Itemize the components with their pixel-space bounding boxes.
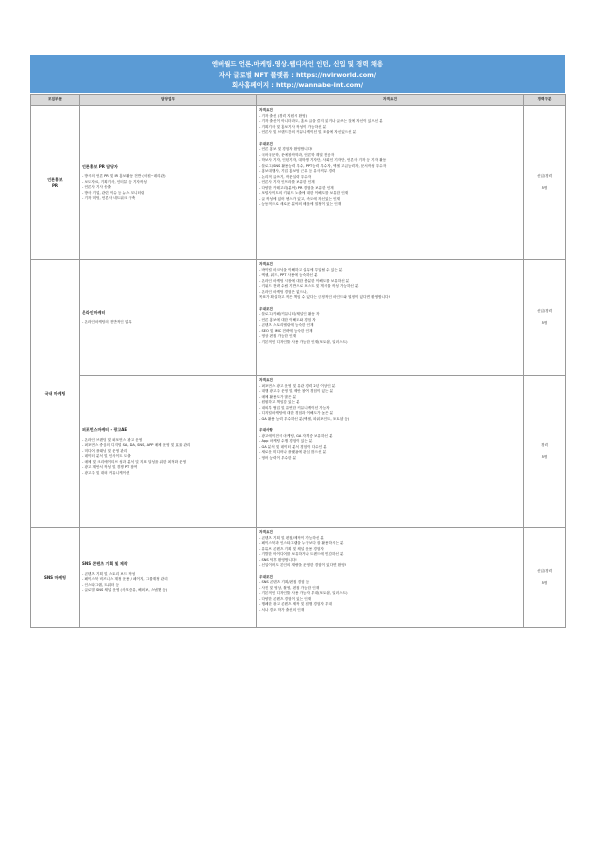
pref-heading: 우대사항 xyxy=(259,428,273,432)
list-item: - 블로그/카페/커뮤니티/채널인 활동 자 xyxy=(259,312,320,316)
list-item: - 페이스북 비즈니스 계정 운용 / 페이지, 그룹계정 관리 xyxy=(82,577,168,582)
req-list xyxy=(259,384,521,423)
category-pr: 언론홍보 PR xyxy=(31,106,80,260)
list-item: - 대행 광고주 운영 및 제안 참여 경험이 있는 분 xyxy=(259,389,334,393)
list-item: - 블로그/SNS 활용능력 우수, PPT능력 우수자, 엑셀 고급능력자, 문서작성 우수자 xyxy=(259,163,387,168)
header-banner xyxy=(30,55,565,93)
role-title: SNS 콘텐츠 기획 및 제작 xyxy=(82,561,128,567)
requirement-cell xyxy=(257,260,524,376)
list-item: - 광고 계안서 작성 및 경쟁 PT 참여 xyxy=(82,465,138,469)
req-heading: 자격요건 xyxy=(259,530,273,534)
col-header-duties: 담당업무 xyxy=(80,95,257,106)
list-item: - 인스타그램, 트위터 등 xyxy=(82,582,120,587)
list-item: - 언론 홍보 및 경험자 환영합니다! xyxy=(259,147,313,151)
pref-list xyxy=(259,580,521,613)
list-item: - 기자 미팅, 언론사 네트워크 구축 xyxy=(82,196,136,200)
col-header-category: 모집부문 xyxy=(31,95,80,106)
career-type: 신입/경력 xyxy=(536,174,553,178)
list-item: - 논리적 글쓰기, 작문실력 우수자 xyxy=(259,174,312,179)
list-item: - SNS 콘텐츠 기획/편집 경험 등 xyxy=(259,580,310,584)
list-item: - 디지털마케팅에 대한 경험과 이해도가 높은 분 xyxy=(259,411,334,415)
list-item: - 기본적인 디자인툴 사용 가능한 인재(포토샵, 일러스트) xyxy=(259,339,348,344)
headcount: 5명 xyxy=(541,185,548,190)
list-item: - 콘텐츠 기획 및 스토리 보드 작성 xyxy=(82,571,136,576)
list-item: - 퍼포먼스 광고 운영 및 유관 경력 2년 이상인 분 xyxy=(259,383,336,388)
list-item: - 키워드 전략 수립 기반으로 포스트 및 게시물 작성 가능하신 분 xyxy=(259,284,359,288)
list-item: - 포털사이트의 키워드 노출에 대한 이해도를 보유한 인재 xyxy=(259,191,349,195)
list-item: - 언론사 기사 송출 xyxy=(82,185,112,189)
header-title: 엔버월드 언론.마케팅.영상.웹디자인 인턴, 신입 및 경력 채용 xyxy=(211,60,384,68)
list-item: - 온라인 브랜딩 및 퍼포먼스 광고 운영 xyxy=(82,437,143,442)
list-item: - 국어국문학, 문예창작학과, 언론학 계열 전공자 xyxy=(259,152,335,157)
headcount: 5명 xyxy=(541,320,548,325)
career-type-cell xyxy=(524,376,566,528)
pref-heading: 우대조건 xyxy=(259,141,273,146)
list-item: - 기자 출신 (경력 지원시 환영) xyxy=(259,113,307,118)
list-item: - 다양한 콘텐츠 경험이 있는 인재 xyxy=(259,596,312,601)
career-type-cell xyxy=(524,106,566,260)
list-item: - 광고에이전시 마케팅, GA 자격증 보유하신 분 xyxy=(259,433,333,438)
list-item: - 언론사 및 브랜드간의 커뮤니케이션 및 조율에 자신있으신 분 xyxy=(259,130,357,134)
list-item: - 기획기사 및 홍보기사 작성이 가능하신 분 xyxy=(259,124,327,129)
duty-list xyxy=(82,438,254,477)
list-item: - 기본적인 디자인툴 사용 가능자 우대(포토샵, 일러스트) xyxy=(259,591,348,595)
req-heading: 자격요건 xyxy=(259,378,273,382)
homepage-url: 회사홈페이지 : http://wannabe-int.com/ xyxy=(231,81,364,89)
list-item: - SNS 덕후 환영합니다! xyxy=(259,557,297,562)
list-item: - 신입이어도 본인의 재량을 운영한 경험이 있다면 환영! xyxy=(259,563,347,567)
list-item: - 온라인 마케팅 시장에 대한 충분한 이해도를 보유하신 분 xyxy=(259,278,350,283)
list-item: - 사진 및 영상, 촬영, 편집 가능한 인재 xyxy=(259,585,320,590)
table-row xyxy=(31,528,566,628)
duty-list xyxy=(82,572,254,594)
requirement-cell xyxy=(257,106,524,260)
duty-cell xyxy=(80,376,257,528)
list-item: - 매체 및 크리에이티브 성과 분석 및 지표 달성을 위한 최적화 운영 xyxy=(82,459,187,464)
list-item: - SEO 및 IMC 전략에 능숙한 인재 xyxy=(259,328,313,333)
category-sns-marketing: SNS 마케팅 xyxy=(31,528,80,628)
table-row xyxy=(31,376,566,528)
table-header-row xyxy=(31,95,566,106)
table-row xyxy=(31,260,566,376)
list-item: - 미디어 플래닝 및 운영 관리 xyxy=(82,448,128,453)
list-item: - 콘텐츠 스토리텔링에 능숙한 인재 xyxy=(259,323,314,327)
req-list xyxy=(259,114,521,136)
list-item: - 광고주 및 대외 커뮤니케이션 xyxy=(82,470,130,475)
role-title: 언론홍보 PR 담당자 xyxy=(82,163,118,169)
list-item: - 새로운 미디어나 플랫폼에 관심 많으신 분 xyxy=(259,450,327,454)
headcount: 5명 xyxy=(541,580,548,585)
list-item: - 서나 경오 학가 출신의 인재 xyxy=(259,607,305,612)
list-item: - 언론 홍보에 대한 이해도와 경험 자 xyxy=(259,317,316,322)
career-type: 신입/경력 xyxy=(536,569,553,573)
pref-list xyxy=(259,147,521,208)
career-type: 신입/경력 xyxy=(536,309,553,313)
list-item: - 퍼포먼스 중심의 디지털 SA, DA, SNS, APP 매체 운영 및 효율 관리 xyxy=(82,443,191,447)
req-heading: 자격요건 xyxy=(259,108,273,112)
col-header-requirements: 자격요건 xyxy=(257,95,524,106)
list-item: - 보도자료, 기획기사, 인터뷰 등 기자작성 xyxy=(82,179,147,184)
list-item: - 콘텐츠 기획 및 편집/제작이 가능하신 분 xyxy=(259,535,324,540)
headcount: 5명 xyxy=(541,454,548,459)
list-item: - 내외부 협업 및 유연한 커뮤니케이션 가능자 xyxy=(259,405,330,410)
pref-list xyxy=(259,312,521,345)
career-type-cell xyxy=(524,260,566,376)
list-item: - 홍보대행사, 기업 홍보팀 근무 등 유사직무 경력 xyxy=(259,169,336,173)
list-item: - 다양한 카테고리(분야) PR 경험을 보유한 인재 xyxy=(259,185,334,190)
col-header-career-type: 경력구분 xyxy=(524,95,566,106)
list-item: - 데이터 분석 및 인사이트 도출 xyxy=(82,454,131,458)
pref-heading: 우대조건 xyxy=(259,306,273,311)
list-item: 목표가 확실하고 적은 책임 수 있다는 긍정적인 마인드와 열정이 있다면 환영합니다! xyxy=(259,295,390,299)
list-item: - 행폐한 광고 콘텐츠 제작 및 집행 경험자 우대 xyxy=(259,602,332,606)
duty-cell xyxy=(80,106,257,260)
list-item: - 매체 활용도가 많은 분 xyxy=(259,394,297,399)
list-item: - 학보사 기자, 인턴기자, 대학생 기자단, 사회인 기자단, 언론사 기자 등 기자 활동 xyxy=(259,158,387,162)
recruitment-table xyxy=(30,94,566,628)
list-item: - 엑셀, 워드, PPT 사용에 능숙하신 분 xyxy=(259,273,318,277)
career-type: 경력 xyxy=(541,443,548,447)
duty-cell xyxy=(80,260,257,376)
duty-cell xyxy=(80,528,257,628)
pref-heading: 우대조건 xyxy=(259,574,273,579)
list-item: - App 마케팅 수행 경험이 있는 분 xyxy=(259,439,313,443)
requirement-cell xyxy=(257,376,524,528)
list-item: - 언론사 기자 인프라를 보유한 인재 xyxy=(259,180,315,184)
duty-list xyxy=(82,174,254,202)
list-item: - 원원하고 책임감 있는 분 xyxy=(259,400,300,404)
requirement-cell xyxy=(257,528,524,628)
list-item: - 방시의 언론 PR 및 IR 홍보활동 전반 (서원~데리관) xyxy=(82,174,166,178)
list-item: - 페이스북과 인스타그램을 누구보다 잘 활용하시는 분 xyxy=(259,541,344,545)
list-item: - 영상 편집 가능한 인재 xyxy=(259,334,297,338)
list-item: - 글 작성에 있어 센스가 있고, 속도에 자신있는 인재 xyxy=(259,196,341,201)
list-item: - 기자 출신이 아니더라도, 홍소 글을 즐겨 읽거나 글쓰는 것에 자신이 있으신 분 xyxy=(259,119,383,123)
list-item: - GA 활용 능력 우수하신 분(엑셀, 파워포인트, 포토샵 등) xyxy=(259,416,350,421)
list-item: - 글로벌 SNS 채널 운영 (사모증유, 해외보, 스냅챗 등) xyxy=(82,588,168,593)
list-item: - 능동적으로 새로운 분야의 배움에 열정이 있는 인재 xyxy=(259,202,342,206)
list-item: - 바이럴 마크닉을 이해하고 실무에 투입될 수 있는 분 xyxy=(259,267,343,272)
career-type-cell xyxy=(524,528,566,628)
category-domestic-marketing: 국내 마케팅 xyxy=(31,260,80,528)
pref-list xyxy=(259,434,521,462)
req-heading: 자격요건 xyxy=(259,262,273,266)
list-item: - GA 분석 및 데이터 분석 경험이 다수인 분 xyxy=(259,444,327,449)
duty-list xyxy=(82,320,254,326)
list-item: - 온라인마케팅의 전반적인 업무 xyxy=(82,320,132,324)
list-item: - 유튜브 콘텐츠 기획 및 채널 운용 경험자 xyxy=(259,546,324,551)
platform-url: 자사 글로벌 NFT 플랫폼 : https://nvirworld.com/ xyxy=(218,70,377,79)
list-item: - 기발한 아이디어를 보유하거나 트렌드에 민감하신 분 xyxy=(259,552,344,556)
list-item: - 영어 능력이 우수한 분 xyxy=(259,455,297,460)
req-list xyxy=(259,268,521,301)
list-item: - 온라인 마케팅 경험은 없으나, xyxy=(259,289,308,294)
role-title: 온라인마케터 xyxy=(82,309,106,315)
list-item: - 방사 기업, 관련 이슈 등 뉴스 모니터링 xyxy=(82,190,145,195)
table-row xyxy=(31,106,566,260)
req-list xyxy=(259,536,521,569)
role-title: 퍼포먼스마케터 - 광고AE xyxy=(82,427,128,432)
